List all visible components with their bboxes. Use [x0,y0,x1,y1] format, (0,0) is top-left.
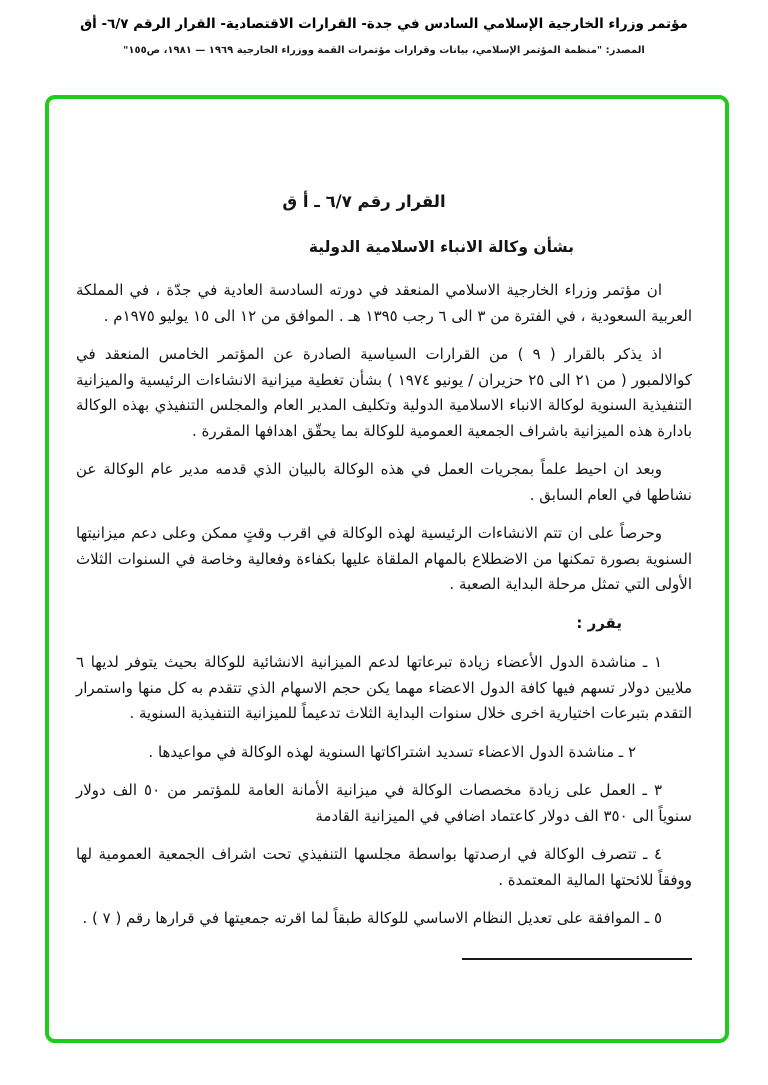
page-header [0,16,768,56]
header-source-line: المصدر: "منظمة المؤتمر الإسلامي، بيانات وقرارات مؤتمرات القمة ووزراء الخارجية ١٩٦٩ — ١٩٨١، ص١٥٥" [123,45,645,56]
decision-item-5: ٥ ـ الموافقة على تعديل النظام الاساسي للوكالة طبقاً لما اقرته جمعيتها في قرارها رقم ( ٧ ) . [82,909,662,928]
decision-title: القرار رقم ٦/٧ ـ أ ق [282,192,446,211]
header-title: مؤتمر وزراء الخارجية الإسلامي السادس في جدة- القرارات الاقتصادية- القرار الرقم ٦/٧- أق [80,16,688,32]
end-divider [462,958,692,960]
decision-label: يقرر : [576,613,622,632]
decision-item-1: ١ ـ مناشدة الدول الأعضاء زيادة تبرعاتها لدعم الميزانية الانشائية للوكالة بحيث يتوفر لديها ٦ ملايين دولار تسهم فيها كافة الدول الاعضاء مهما يكن حجم الاسهام الذي تتقدم به كل منها واستمرار التقدم بتبرعات اختيارية اخرى خلال سنوات البداية الثلاث تدعيماً للميزانية التنفيذية السنوية . [76,653,692,723]
decision-subject: بشأن وكالة الانباء الاسلامية الدولية [308,238,574,257]
document-page [76,188,692,960]
preamble-paragraph: ان مؤتمر وزراء الخارجية الاسلامي المنعقد في دورته السادسة العادية في جدّة ، في المملكة العربية السعودية ، في الفترة من ٣ الى ٦ رجب ١٣٩٥ هـ . الموافق من ١٢ الى ١٥ يوليو ١٩٧٥م . [76,281,692,325]
recalling-paragraph: اذ يذكر بالقرار ( ٩ ) من القرارات السياسية الصادرة عن المؤتمر الخامس المنعقد في كوالالمبور ( من ٢١ الى ٢٥ حزيران / يونيو ١٩٧٤ ) بشأن تغطية ميزانية الانشاءات الرئيسية والميزانية التنفيذية السنوية لوكالة الانباء الاسلامية الدولية وتكليف المدير العام والمجلس التنفيذي بهذه الوكالة بادارة هذه الميزانية باشراف الجمعية العمومية للوكالة بما يحقّق اهدافها المقررة . [76,345,693,440]
decision-item-4: ٤ ـ تتصرف الوكالة في ارصدتها بواسطة مجلسها التنفيذي تحت اشراف الجمعية العمومية لها ووفقاً للائحتها المالية المعتمدة . [76,845,692,889]
concern-paragraph: وحرصاً على ان تتم الانشاءات الرئيسية لهذه الوكالة في اقرب وقتٍ ممكن وعلى دعم ميزانيتها السنوية بصورة تمكنها من الاضطلاع بالمهام الملقاة عليها بكفاءة وفعالية وخاصة في السنوات الثلاث الأولى التي تمثل مرحلة البداية الصعبة . [76,524,692,594]
decision-item-3: ٣ ـ العمل على زيادة مخصصات الوكالة في ميزانية الأمانة العامة للمؤتمر من ٥٠ الف دولار سنوياً الى ٣٥٠ الف دولار كاعتماد اضافي في الميزانية القادمة [76,781,692,825]
briefing-paragraph: وبعد ان احيط علماً بمجريات العمل في هذه الوكالة بالبيان الذي قدمه مدير عام الوكالة عن نشاطها في العام السابق . [76,460,692,504]
decision-item-2: ٢ ـ مناشدة الدول الاعضاء تسديد اشتراكاتها السنوية لهذه الوكالة في مواعيدها . [148,742,636,761]
